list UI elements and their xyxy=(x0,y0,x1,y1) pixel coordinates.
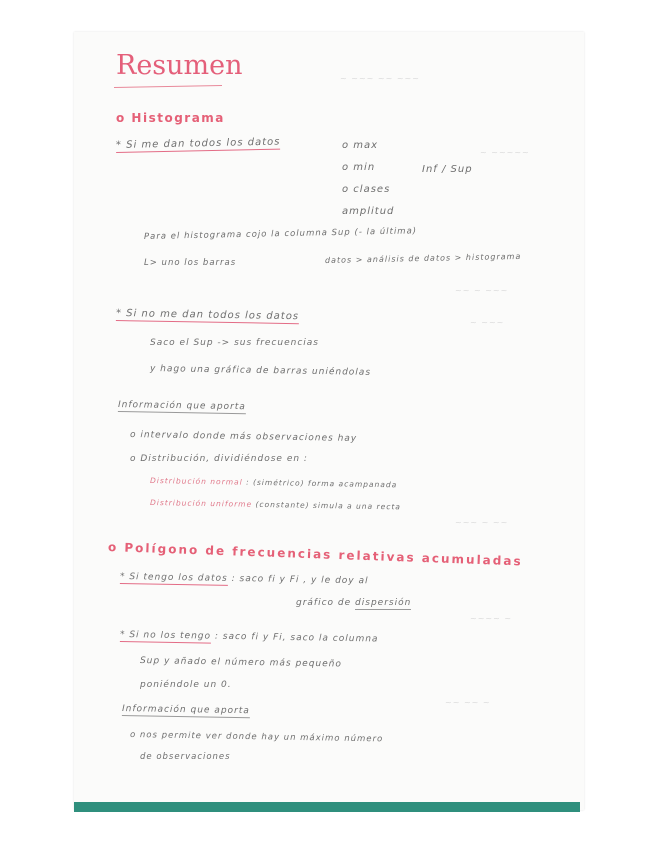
note-line: poniéndole un 0. xyxy=(140,680,232,690)
note-text: Distribución uniforme xyxy=(149,498,253,509)
note-text: * Si no me dan todos los datos xyxy=(115,308,300,323)
note-text: (constante) simula a una recta xyxy=(255,499,401,512)
page-bottom-edge xyxy=(74,802,580,812)
bleed-through-mark: ~ ~~~~~ xyxy=(480,148,530,157)
bleed-through-mark: ~ ~~~ xyxy=(470,318,505,327)
page-title-text: Resumen xyxy=(116,50,243,81)
info-label-text: Información que aporta xyxy=(117,400,246,413)
note-text: Para el histograma cojo la columna Sup (- la última) xyxy=(143,226,418,242)
note-line: o intervalo donde más observaciones hay xyxy=(129,430,358,444)
note-text: * Si me dan todos los datos xyxy=(115,136,281,151)
note-line: Saco el Sup -> sus frecuencias xyxy=(150,338,319,348)
section-heading-poligono: o Polígono de frecuencias relativas acumuladas xyxy=(107,540,523,569)
page-title xyxy=(116,50,243,81)
note-text: dispersión xyxy=(355,598,412,608)
note-line: o nos permite ver donde hay un máximo número xyxy=(129,730,384,745)
note-text: gráfico de xyxy=(296,598,352,608)
note-line xyxy=(296,598,411,608)
info-label-text: Información que aporta xyxy=(121,704,250,717)
bleed-through-mark: ~~ ~~ ~ xyxy=(445,698,491,707)
note-line: Sup y añado el número más pequeño xyxy=(139,656,342,670)
info-label xyxy=(122,704,250,716)
list-item: amplitud xyxy=(342,206,395,217)
note-text: Distribución normal xyxy=(149,476,243,487)
note-line: de observaciones xyxy=(140,752,231,762)
note-text: * Si no los tengo xyxy=(119,630,212,642)
note-line xyxy=(116,137,281,151)
note-line xyxy=(116,308,299,322)
info-label xyxy=(118,400,246,412)
note-line: datos > análisis de datos > histograma xyxy=(324,251,522,265)
bleed-through-mark: ~~ ~ ~~~ xyxy=(455,286,509,295)
list-item: o clases xyxy=(342,184,391,195)
section-heading-histograma: o Histograma xyxy=(116,111,225,125)
note-text: : saco fi y Fi, saco la columna xyxy=(214,631,379,645)
note-text: * Si tengo los datos xyxy=(119,572,228,584)
note-line: o Distribución, dividiéndose en : xyxy=(130,454,308,464)
list-item: o max xyxy=(342,140,379,151)
bleed-through-mark: ~~~ ~ ~~ xyxy=(455,518,509,527)
bleed-through-mark: ~ ~~~ ~~ ~~~ xyxy=(340,74,420,83)
note-line: L> uno los barras xyxy=(144,258,237,268)
note-line: y hago una gráfica de barras uniéndolas xyxy=(149,364,372,378)
list-item: o min xyxy=(342,162,376,173)
note-text: : saco fi y Fi , y le doy al xyxy=(231,573,369,587)
bleed-through-mark: ~~~~ ~ xyxy=(470,614,513,623)
note-text: Inf / Sup xyxy=(422,164,473,175)
note-text: : (simétrico) forma acampanada xyxy=(246,477,398,490)
